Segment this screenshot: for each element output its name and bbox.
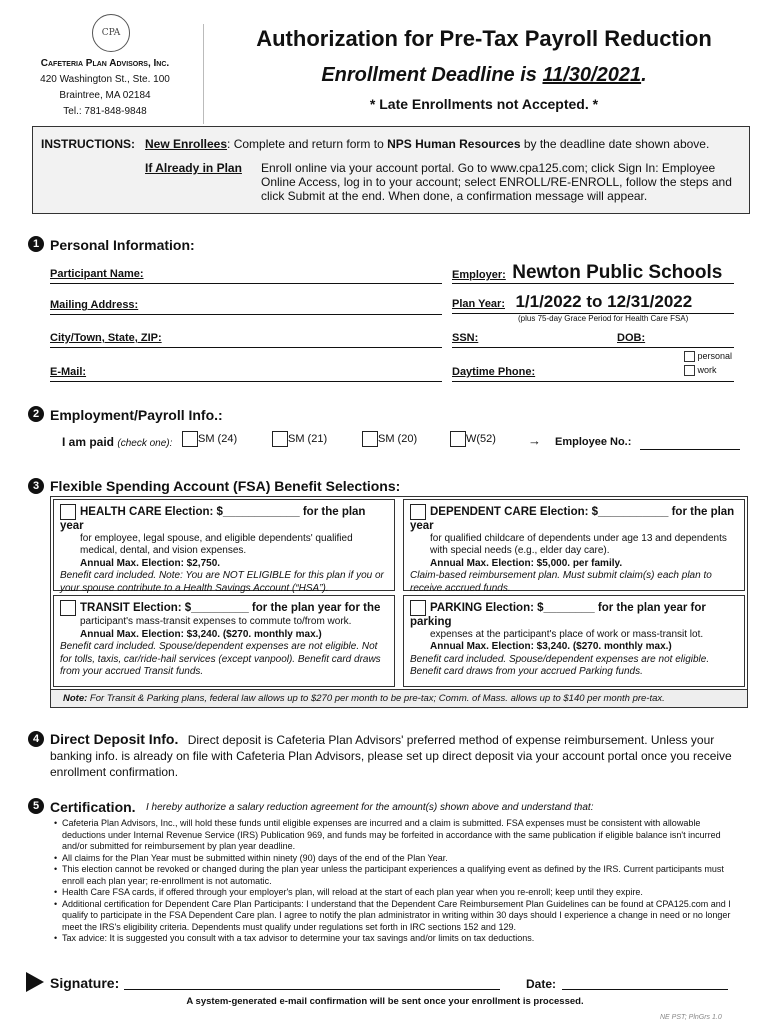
section-4-title: Direct Deposit Info. xyxy=(50,731,179,747)
already-in-plan-label: If Already in Plan xyxy=(145,161,242,175)
health-care-note: Benefit card included. Note: You are NOT ELIGIBLE for this plan if you or your spouse contribute to a Health Savings Account (“HSA”). xyxy=(60,570,384,594)
grace-period-note: (plus 75-day Grace Period for Health Care FSA) xyxy=(518,314,689,323)
phone-personal-option[interactable] xyxy=(684,349,732,363)
certification-item: • This election cannot be revoked or changed during the plan year unless the participant experiences a qualifying event as defined by the IRS. Current participants must enroll each plan year; re-enrollment is not automatic. xyxy=(54,864,746,887)
new-enrollees-label: New Enrollees xyxy=(145,137,228,151)
section-2-number: 2 xyxy=(28,406,44,422)
phone-personal-checkbox[interactable] xyxy=(684,351,695,362)
transit-max: Annual Max. Election: $3,240. ($270. monthly max.) xyxy=(80,628,322,640)
employer-label: Employer: xyxy=(452,269,506,281)
mailing-address-field[interactable] xyxy=(50,299,442,315)
arrow-icon: → xyxy=(528,433,541,448)
dependent-care-box xyxy=(403,499,745,594)
parking-max: Annual Max. Election: $3,240. ($270. monthly max.) xyxy=(430,641,672,652)
dependent-care-checkbox[interactable] xyxy=(410,504,426,520)
certification-intro: I hereby authorize a salary reduction agreement for the amount(s) shown above and understand that: xyxy=(146,802,594,813)
health-care-checkbox[interactable] xyxy=(60,504,76,520)
transit-heading xyxy=(60,600,388,616)
section-5-title: Certification. xyxy=(50,799,136,815)
city-label: City/Town, State, ZIP: xyxy=(50,332,162,344)
transit-checkbox[interactable] xyxy=(60,600,76,616)
section-3-number: 3 xyxy=(28,478,44,494)
fsa-selections-box xyxy=(50,496,748,708)
date-field[interactable] xyxy=(562,989,728,990)
company-name: Cafeteria Plan Advisors, Inc. xyxy=(40,58,170,69)
phone-label: Daytime Phone: xyxy=(452,366,536,378)
direct-deposit-section xyxy=(50,731,750,780)
new-text-a: : Complete and return form to xyxy=(227,137,388,151)
parking-checkbox[interactable] xyxy=(410,600,426,616)
paid-label xyxy=(62,435,172,449)
phone-personal-label: personal xyxy=(697,351,733,361)
pay-option-3[interactable] xyxy=(362,431,417,447)
dependent-care-description: for qualified childcare of dependents under age 13 and dependents with special needs (e.g., elder day care). xyxy=(430,532,727,556)
pay-option-label: SM (24) xyxy=(198,432,238,445)
health-care-max: Annual Max. Election: $2,750. xyxy=(80,557,221,569)
dob-label: DOB: xyxy=(617,332,646,344)
pay-checkbox[interactable] xyxy=(362,431,378,447)
paid-hint: (check one): xyxy=(117,438,173,449)
employer-value: Newton Public Schools xyxy=(512,262,723,283)
pay-option-2[interactable] xyxy=(272,431,327,447)
ssn-dob-field[interactable] xyxy=(452,332,734,348)
header-divider xyxy=(203,24,204,124)
pay-checkbox[interactable] xyxy=(272,431,288,447)
pay-option-4[interactable] xyxy=(450,431,496,447)
section-5-number: 5 xyxy=(28,798,44,814)
certification-item: • All claims for the Plan Year must be submitted within ninety (90) days of the end of the Plan Year. xyxy=(54,853,746,865)
parking-heading xyxy=(410,600,738,629)
plan-year-value: 1/1/2022 to 12/31/2022 xyxy=(515,292,693,311)
fsa-federal-note xyxy=(51,689,747,707)
certification-item: • Cafeteria Plan Advisors, Inc., will hold these funds until eligible expenses are incurred and a claim is submitted. FSA expenses must be consistent with allowable deductions under Internal Revenue Service (IRS) Publication 969, and funds may be forfeited in accordance with the same publication if eligible balance isn't incurred and/or submitted for reimbursement by plan year deadline. xyxy=(54,818,746,853)
phone-type-options xyxy=(684,349,732,377)
transit-description: participant's mass-transit expenses to commute to/from work. xyxy=(80,616,352,627)
new-text-c: by the deadline date shown above. xyxy=(520,137,710,151)
pay-option-1[interactable] xyxy=(182,431,237,447)
participant-name-label: Participant Name: xyxy=(50,268,144,280)
health-care-heading xyxy=(60,504,388,533)
health-care-box xyxy=(53,499,395,594)
phone-work-checkbox[interactable] xyxy=(684,365,695,376)
certification-list xyxy=(54,818,746,945)
already-in-plan-text: Enroll online via your account portal. Go to www.cpa125.com; click Sign In: Employee Online Access, log in to your account; select ENROLL/RE-ENROLL, follow the steps and click Submit at the end. When done, a confirmation message will appear. xyxy=(261,161,732,203)
phone-work-option[interactable] xyxy=(684,363,732,377)
company-address-1: 420 Washington St., Ste. 100 xyxy=(40,74,170,85)
pay-checkbox[interactable] xyxy=(182,431,198,447)
plan-year-field xyxy=(452,292,734,314)
instructions-label: INSTRUCTIONS: xyxy=(41,137,135,151)
company-logo xyxy=(92,14,130,52)
transit-box xyxy=(53,595,395,687)
confirmation-note: A system-generated e-mail confirmation will be sent once your enrollment is processed. xyxy=(186,996,584,1007)
email-label: E-Mail: xyxy=(50,366,87,378)
certification-item: • Tax advice: It is suggested you consult with a tax advisor to determine your tax savings and/or limits on tax deductions. xyxy=(54,933,746,945)
late-notice: * Late Enrollments not Accepted. * xyxy=(369,96,599,112)
deadline-date: 11/30/2021 xyxy=(542,64,642,86)
date-label: Date: xyxy=(526,977,557,991)
deadline-suffix: . xyxy=(641,64,647,86)
transit-note: Benefit card included. Spouse/dependent expenses are not eligible. Not for tolls, taxis, car/ride-hail services (except vanpool). Benefit card draws from your accrued Transit funds. xyxy=(60,641,381,677)
section-4-number: 4 xyxy=(28,731,44,747)
phone-work-label: work xyxy=(697,365,717,375)
transit-heading-text: TRANSIT Election: $_________ for the plan year for the xyxy=(80,602,381,615)
signature-field[interactable] xyxy=(124,989,500,990)
company-address-2: Braintree, MA 02184 xyxy=(59,90,151,101)
signature-label: Signature: xyxy=(50,975,120,991)
pay-checkbox[interactable] xyxy=(450,431,466,447)
fsa-note-label: Note: xyxy=(63,693,88,704)
health-care-description: for employee, legal spouse, and eligible dependents' qualified medical, dental, and vision expenses. xyxy=(80,532,353,556)
dependent-care-max: Annual Max. Election: $5,000. per family. xyxy=(430,557,623,569)
form-title: Authorization for Pre-Tax Payroll Reduction xyxy=(256,26,712,51)
fsa-note-text: For Transit & Parking plans, federal law allows up to $270 per month to be pre-tax; Comm. of Mass. allows up to $140 per month pre-tax. xyxy=(89,693,665,704)
instructions-box xyxy=(32,126,750,214)
email-field[interactable] xyxy=(50,366,442,382)
parking-heading-text: PARKING Election: $________ for the plan year for parking xyxy=(410,602,706,628)
participant-name-field[interactable] xyxy=(50,268,442,284)
logo-text: CPA xyxy=(101,28,121,38)
city-state-zip-field[interactable] xyxy=(50,332,442,348)
employee-number-field[interactable] xyxy=(640,449,740,450)
mailing-address-label: Mailing Address: xyxy=(50,299,139,311)
enrollment-deadline xyxy=(210,64,758,87)
pay-option-label: SM (21) xyxy=(288,432,328,445)
section-3-title: Flexible Spending Account (FSA) Benefit Selections: xyxy=(50,478,401,494)
signature-arrow-icon xyxy=(26,972,44,992)
dependent-care-note: Claim-based reimbursement plan. Must submit claim(s) each plan to receive accrued funds. xyxy=(410,570,712,594)
pay-option-label: W(52) xyxy=(466,432,496,445)
employer-field xyxy=(452,262,734,284)
deadline-prefix: Enrollment Deadline is xyxy=(321,64,543,86)
instructions-new xyxy=(145,137,745,151)
pay-option-label: SM (20) xyxy=(378,432,418,445)
certification-item: • Additional certification for Dependent Care Plan Participants: I understand that the Dependent Care Reimbursement Plan Guidelines can be found at CPA125.com and I qualify to participate in the FSA Dependent Care plan. I agree to notify the plan administrator in writing within 30 days should I experience a change in need or no longer meet the IRS's eligibility criteria. Dependents must qualify under regulations set forth in IRC sections 152 and 129. xyxy=(54,899,746,934)
section-1-number: 1 xyxy=(28,236,44,252)
parking-description: expenses at the participant's place of work or mass-transit lot. xyxy=(430,628,704,640)
paid-label-text: I am paid xyxy=(62,435,115,449)
parking-box xyxy=(403,595,745,687)
section-2-title: Employment/Payroll Info.: xyxy=(50,407,223,423)
ssn-label: SSN: xyxy=(452,332,479,344)
company-phone: Tel.: 781-848-9848 xyxy=(63,106,147,117)
new-text-b: NPS Human Resources xyxy=(387,137,521,151)
dependent-care-heading xyxy=(410,504,738,533)
section-1-title: Personal Information: xyxy=(50,237,195,253)
dependent-care-heading-text: DEPENDENT CARE Election: $___________ for the plan year xyxy=(410,506,735,532)
parking-note: Benefit card included. Spouse/dependent expenses are not eligible. Benefit card draws from your accrued Parking funds. xyxy=(410,653,710,677)
footer-code: NE PST; PlnGrs 1.0 xyxy=(660,1014,722,1021)
plan-year-label: Plan Year: xyxy=(452,298,505,310)
employee-number-label: Employee No.: xyxy=(555,436,632,448)
company-block xyxy=(20,56,190,120)
certification-item: • Health Care FSA cards, if offered through your employer's plan, will reload at the start of each plan year when you re-enroll; keep until they expire. xyxy=(54,887,746,899)
direct-deposit-text: Direct deposit is Cafeteria Plan Advisors' preferred method of expense reimbursement. Unless your banking info. is already on file with Cafeteria Plan Advisors, please set up direct deposit via your account portal once you receive enrollment confirmation. xyxy=(50,733,732,779)
health-care-heading-text: HEALTH CARE Election: $____________ for the plan year xyxy=(60,506,366,532)
